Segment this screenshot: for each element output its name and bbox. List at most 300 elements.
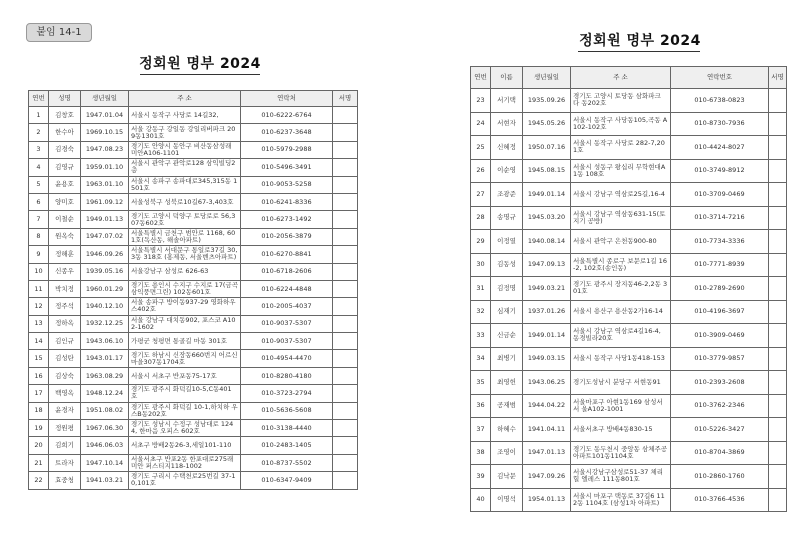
row-number: 9 [29,246,49,263]
address: 서울 송파구 방이동937-29 영화하우 스402호 [129,298,241,315]
row-number: 30 [471,253,491,277]
row-number: 16 [29,367,49,384]
member-name: 김창호 [49,107,81,124]
phone-number: 010-2393-2608 [671,371,769,395]
member-name: 김정명 [491,277,523,301]
table-row [29,176,358,193]
birth-date: 1954.01.13 [523,488,571,512]
table-row [471,394,787,418]
table-row [29,107,358,124]
member-name: 정하옥 [49,315,81,332]
phone-number: 010-3138-4440 [241,420,333,437]
header-address: 주 소 [129,91,241,107]
table-row [29,280,358,297]
address: 서울강남구 삼성로 626-63 [129,263,241,280]
phone-number: 010-5636-5608 [241,402,333,419]
phone-number: 010-6224-4848 [241,280,333,297]
member-name: 조영이 [491,441,523,465]
birth-date: 1963.01.10 [81,176,129,193]
header-birthdate: 생년월일 [523,67,571,89]
table-row [29,159,358,176]
attachment-tag: 붙임 14-1 [26,23,92,42]
birth-date: 1969.10.15 [81,124,129,141]
row-number: 11 [29,280,49,297]
address: 서울특별시 종로구 보문로1길 16-2, 102호(송인동) [571,253,671,277]
address: 서울시 동작구 사당동105,곡동 A102-102호 [571,112,671,136]
member-name: 김상숙 [49,367,81,384]
row-number: 23 [471,89,491,113]
row-number: 12 [29,298,49,315]
phone-number: 010-3714-7216 [671,206,769,230]
member-name: 원옥숙 [49,228,81,245]
signature-cell[interactable] [769,89,787,113]
phone-number: 010-6222-6764 [241,107,333,124]
address: 서울시 성동구 왕십리 무학현대A 1동 108호 [571,159,671,183]
member-name: 윤용호 [49,176,81,193]
table-row [471,206,787,230]
member-name: 하혜수 [491,418,523,442]
table-row [29,350,358,367]
signature-cell[interactable] [333,228,358,245]
member-name: 박치정 [49,280,81,297]
birth-date: 1932.12.25 [81,315,129,332]
row-number: 5 [29,176,49,193]
signature-cell[interactable] [333,472,358,489]
signature-cell[interactable] [333,333,358,350]
birth-date: 1949.01.14 [523,324,571,348]
phone-number: 010-6347-9409 [241,472,333,489]
table-row [471,465,787,489]
address: 서울성북구 성북로10길67-3,403호 [129,193,241,210]
phone-number: 010-2005-4037 [241,298,333,315]
birth-date: 1949.03.15 [523,347,571,371]
signature-cell[interactable] [769,371,787,395]
member-name: 김인규 [49,333,81,350]
row-number: 32 [471,300,491,324]
signature-cell[interactable] [769,324,787,348]
table-row [471,441,787,465]
address: 경기도 구리시 수택천로25번길 37-10,101호 [129,472,241,489]
address: 서울서초구 반포2동 한포대로275래 미안 퍼스티지118-1002 [129,454,241,471]
row-number: 24 [471,112,491,136]
address: 서울서초구 방배4동830-15 [571,418,671,442]
member-name: 김낙문 [491,465,523,489]
birth-date: 1937.01.26 [523,300,571,324]
member-name: 윤경자 [49,402,81,419]
table-row [471,300,787,324]
address: 서울마포구 아현1동169 삼성서서 울A102-1001 [571,394,671,418]
row-number: 10 [29,263,49,280]
right-page-title: 정회원 명부 2024 [579,33,701,49]
signature-cell[interactable] [333,367,358,384]
member-name: 정원평 [49,420,81,437]
signature-cell[interactable] [769,253,787,277]
member-name: 양미호 [49,193,81,210]
birth-date: 1940.12.10 [81,298,129,315]
phone-number: 010-6270-8841 [241,246,333,263]
birth-date: 1960.01.29 [81,280,129,297]
birth-date: 1944.04.22 [523,394,571,418]
table-row [29,420,358,437]
member-name: 이명석 [491,488,523,512]
row-number: 3 [29,141,49,158]
row-number: 19 [29,420,49,437]
address: 경기도 고양시 토당동 삼화파크 다 동202호 [571,89,671,113]
header-phone: 연락처 [241,91,333,107]
row-number: 36 [471,394,491,418]
table-row [471,253,787,277]
birth-date: 1950.07.16 [523,136,571,160]
table-row [29,315,358,332]
member-name: 신금순 [491,324,523,348]
birth-date: 1951.08.02 [81,402,129,419]
table-row [471,183,787,207]
address: 서울시 동작구 사당로 14길32, [129,107,241,124]
address: 경기도 광주시 장지동46-2,2동 301호 [571,277,671,301]
address: 서울시 강남구 역삼로25길,16-4 [571,183,671,207]
address: 경기도 안양시 동안구 비산동삼성래 미안A106-1101 [129,141,241,158]
signature-cell[interactable] [769,183,787,207]
address: 경기도 성남시 수정구 성남대로 1244, 한마음 오피스 602호 [129,420,241,437]
phone-number: 010-2789-2690 [671,277,769,301]
header-birthdate: 생년월일 [81,91,129,107]
member-name: 조광준 [491,183,523,207]
address: 경기도 광주시 화덕길10-5,C동401 호 [129,385,241,402]
signature-cell[interactable] [769,347,787,371]
address: 서울시 관악구 관악로128 삼익빌딩2 층 [129,159,241,176]
member-name: 김영규 [49,159,81,176]
signature-cell[interactable] [333,107,358,124]
signature-cell[interactable] [769,418,787,442]
header-no: 연번 [29,91,49,107]
member-name: 서현자 [491,112,523,136]
row-number: 7 [29,211,49,228]
signature-cell[interactable] [333,402,358,419]
member-name: 신혜정 [491,136,523,160]
table-row [29,298,358,315]
table-row [29,124,358,141]
signature-cell[interactable] [769,136,787,160]
signature-cell[interactable] [333,350,358,367]
birth-date: 1941.03.21 [81,472,129,489]
address: 서울시강남구삼성로51-37 체리 힐 엘레스 111동801호 [571,465,671,489]
signature-cell[interactable] [769,277,787,301]
member-name: 이정열 [491,230,523,254]
birth-date: 1945.03.20 [523,206,571,230]
member-name: 김동성 [491,253,523,277]
birth-date: 1947.09.26 [523,465,571,489]
phone-number: 010-4196-3697 [671,300,769,324]
phone-number: 010-2483-1405 [241,437,333,454]
table-row [29,211,358,228]
address: 가평군 청평면 통골길 마동 301호 [129,333,241,350]
row-number: 4 [29,159,49,176]
left-title-underline [140,74,260,75]
signature-cell[interactable] [333,315,358,332]
address: 서울시 관악구 은천동900-80 [571,230,671,254]
address: 경기도 용인시 수지구 수지로 17(금곡삼익풍면그린) 102동601호 [129,280,241,297]
phone-number: 010-5496-3491 [241,159,333,176]
row-number: 35 [471,371,491,395]
member-name: 서기택 [491,89,523,113]
birth-date: 1959.01.10 [81,159,129,176]
birth-date: 1939.05.16 [81,263,129,280]
table-row [29,263,358,280]
signature-cell[interactable] [333,385,358,402]
table-row [29,333,358,350]
birth-date: 1943.06.25 [523,371,571,395]
phone-number: 010-7771-8939 [671,253,769,277]
birth-date: 1947.01.13 [523,441,571,465]
right-title-underline [578,51,700,52]
phone-number: 010-8280-4180 [241,367,333,384]
table-row [471,347,787,371]
table-row [471,136,787,160]
birth-date: 1963.08.29 [81,367,129,384]
address: 경기도 동두천시 중앙동 삼체주공아파트101동1104호 [571,441,671,465]
birth-date: 1947.01.04 [81,107,129,124]
address: 경기도성남시 분당구 서현동91 [571,371,671,395]
phone-number: 010-2860-1760 [671,465,769,489]
birth-date: 1943.06.10 [81,333,129,350]
signature-cell[interactable] [333,211,358,228]
phone-number: 010-8730-7936 [671,112,769,136]
birth-date: 1949.01.14 [523,183,571,207]
row-number: 22 [29,472,49,489]
row-number: 38 [471,441,491,465]
table-row [29,228,358,245]
phone-number: 010-6738-0823 [671,89,769,113]
phone-number: 010-9053-5258 [241,176,333,193]
birth-date: 1935.09.26 [523,89,571,113]
header-name: 이름 [491,67,523,89]
row-number: 1 [29,107,49,124]
member-name: 이철순 [49,211,81,228]
row-number: 20 [29,437,49,454]
table-row [29,193,358,210]
birth-date: 1948.12.24 [81,385,129,402]
header-address: 주 소 [571,67,671,89]
header-phone: 연락번호 [671,67,769,89]
member-name: 정주석 [49,298,81,315]
birth-date: 1949.01.13 [81,211,129,228]
member-name: 트라자 [49,454,81,471]
member-name: 공재범 [491,394,523,418]
phone-number: 010-6273-1492 [241,211,333,228]
signature-cell[interactable] [333,454,358,471]
header-name: 성명 [49,91,81,107]
member-name: 이순영 [491,159,523,183]
signature-cell[interactable] [769,394,787,418]
signature-cell[interactable] [333,263,358,280]
member-name: 한수아 [49,124,81,141]
member-name: 신종우 [49,263,81,280]
table-row [471,324,787,348]
phone-number: 010-3909-0469 [671,324,769,348]
member-name: 송명규 [491,206,523,230]
phone-number: 010-3723-2794 [241,385,333,402]
signature-cell[interactable] [769,441,787,465]
table-row [29,385,358,402]
row-number: 40 [471,488,491,512]
row-number: 21 [29,454,49,471]
signature-cell[interactable] [333,193,358,210]
member-name: 김희기 [49,437,81,454]
address: 서울 강남구 대치동902, 포스코 A102-1602 [129,315,241,332]
birth-date: 1947.10.14 [81,454,129,471]
birth-date: 1941.04.11 [523,418,571,442]
phone-number: 010-8704-3869 [671,441,769,465]
table-row [29,141,358,158]
signature-cell[interactable] [769,465,787,489]
row-number: 27 [471,183,491,207]
birth-date: 1946.09.26 [81,246,129,263]
phone-number: 010-2056-3879 [241,228,333,245]
birth-date: 1949.03.21 [523,277,571,301]
phone-number: 010-3766-4536 [671,488,769,512]
table-row [29,402,358,419]
row-number: 13 [29,315,49,332]
address: 서울시 동작구 사당로 282-7,201호 [571,136,671,160]
row-number: 14 [29,333,49,350]
birth-date: 1946.06.03 [81,437,129,454]
phone-number: 010-6718-2606 [241,263,333,280]
table-row [29,246,358,263]
birth-date: 1947.09.13 [523,253,571,277]
address: 경기도 하남시 신장동660번지 어르신마을307동1704호 [129,350,241,367]
phone-number: 010-3779-9857 [671,347,769,371]
table-row [471,371,787,395]
row-number: 2 [29,124,49,141]
right-member-table [470,66,787,512]
address: 서울시 강남구 역삼로4길16-4, 동경빌라20호 [571,324,671,348]
row-number: 18 [29,402,49,419]
table-row [471,277,787,301]
row-number: 37 [471,418,491,442]
birth-date: 1940.08.14 [523,230,571,254]
signature-cell[interactable] [769,230,787,254]
member-name: 효중청 [49,472,81,489]
address: 서울시 송파구 송파대로345,315동 1501호 [129,176,241,193]
header-signature: 서명 [333,91,358,107]
signature-cell[interactable] [333,420,358,437]
phone-number: 010-3762-2346 [671,394,769,418]
address: 서울시 강남구 역삼동631-15(토지기 공방) [571,206,671,230]
row-number: 34 [471,347,491,371]
table-row [29,437,358,454]
signature-cell[interactable] [333,437,358,454]
phone-number: 010-5979-2988 [241,141,333,158]
header-signature: 서명 [769,67,787,89]
row-number: 8 [29,228,49,245]
address: 서울 강동구 강일동 강일리버파크 209동1301호 [129,124,241,141]
signature-cell[interactable] [333,176,358,193]
row-number: 33 [471,324,491,348]
table-row [29,367,358,384]
signature-cell[interactable] [333,280,358,297]
birth-date: 1945.08.15 [523,159,571,183]
left-member-table [28,90,358,490]
header-no: 연번 [471,67,491,89]
member-name: 최영헌 [491,371,523,395]
phone-number: 010-4424-8027 [671,136,769,160]
table-row [471,159,787,183]
table-row [471,112,787,136]
phone-number: 010-9037-5307 [241,333,333,350]
table-row [471,418,787,442]
birth-date: 1947.08.23 [81,141,129,158]
signature-cell[interactable] [769,488,787,512]
member-name: 최병기 [491,347,523,371]
row-number: 6 [29,193,49,210]
table-row [29,472,358,489]
signature-cell[interactable] [333,246,358,263]
table-row [471,230,787,254]
birth-date: 1967.06.30 [81,420,129,437]
phone-number: 010-6241-8336 [241,193,333,210]
birth-date: 1943.01.17 [81,350,129,367]
address: 경기도 광주시 화덕길 10-1,하치하 우스B동202호 [129,402,241,419]
row-number: 26 [471,159,491,183]
phone-number: 010-8737-5502 [241,454,333,471]
signature-cell[interactable] [769,159,787,183]
table-header-row [29,91,358,107]
signature-cell[interactable] [333,298,358,315]
phone-number: 010-5226-3427 [671,418,769,442]
birth-date: 1945.05.26 [523,112,571,136]
phone-number: 010-7734-3336 [671,230,769,254]
member-name: 심재기 [491,300,523,324]
row-number: 17 [29,385,49,402]
birth-date: 1961.09.12 [81,193,129,210]
signature-cell[interactable] [333,159,358,176]
signature-cell[interactable] [769,206,787,230]
address: 서울특별시 금천구 범안로 1168, 601호(독산동, 해솔아파트) [129,228,241,245]
row-number: 15 [29,350,49,367]
address: 서울시 용산구 용산동2가16-14 [571,300,671,324]
birth-date: 1947.07.02 [81,228,129,245]
address: 서울특별시 서대문구 통일로37길 30, 3동 318호 (홍제동, 서울벤츠아파트) [129,246,241,263]
left-page-title: 정회원 명부 2024 [139,56,261,72]
signature-cell[interactable] [769,300,787,324]
row-number: 28 [471,206,491,230]
signature-cell[interactable] [333,141,358,158]
row-number: 29 [471,230,491,254]
table-header-row [471,67,787,89]
row-number: 39 [471,465,491,489]
member-name: 정해훈 [49,246,81,263]
member-name: 김성탄 [49,350,81,367]
row-number: 31 [471,277,491,301]
phone-number: 010-3709-0469 [671,183,769,207]
phone-number: 010-9037-5307 [241,315,333,332]
address: 서초구 방배2동26-3,세일101-110 [129,437,241,454]
table-row [471,89,787,113]
phone-number: 010-4954-4470 [241,350,333,367]
signature-cell[interactable] [769,112,787,136]
table-row [471,488,787,512]
member-name: 백영옥 [49,385,81,402]
phone-number: 010-3749-8912 [671,159,769,183]
address: 서울시 서초구 반포동75-17호 [129,367,241,384]
address: 서울시 마포구 택동로 37길6 112동 1104호 (삼성1차 아파트) [571,488,671,512]
signature-cell[interactable] [333,124,358,141]
address: 서울시 동작구 사당1동418-153 [571,347,671,371]
row-number: 25 [471,136,491,160]
phone-number: 010-6237-3648 [241,124,333,141]
address: 경기도 고양시 덕양구 토당로로 56,307동602호 [129,211,241,228]
table-row [29,454,358,471]
